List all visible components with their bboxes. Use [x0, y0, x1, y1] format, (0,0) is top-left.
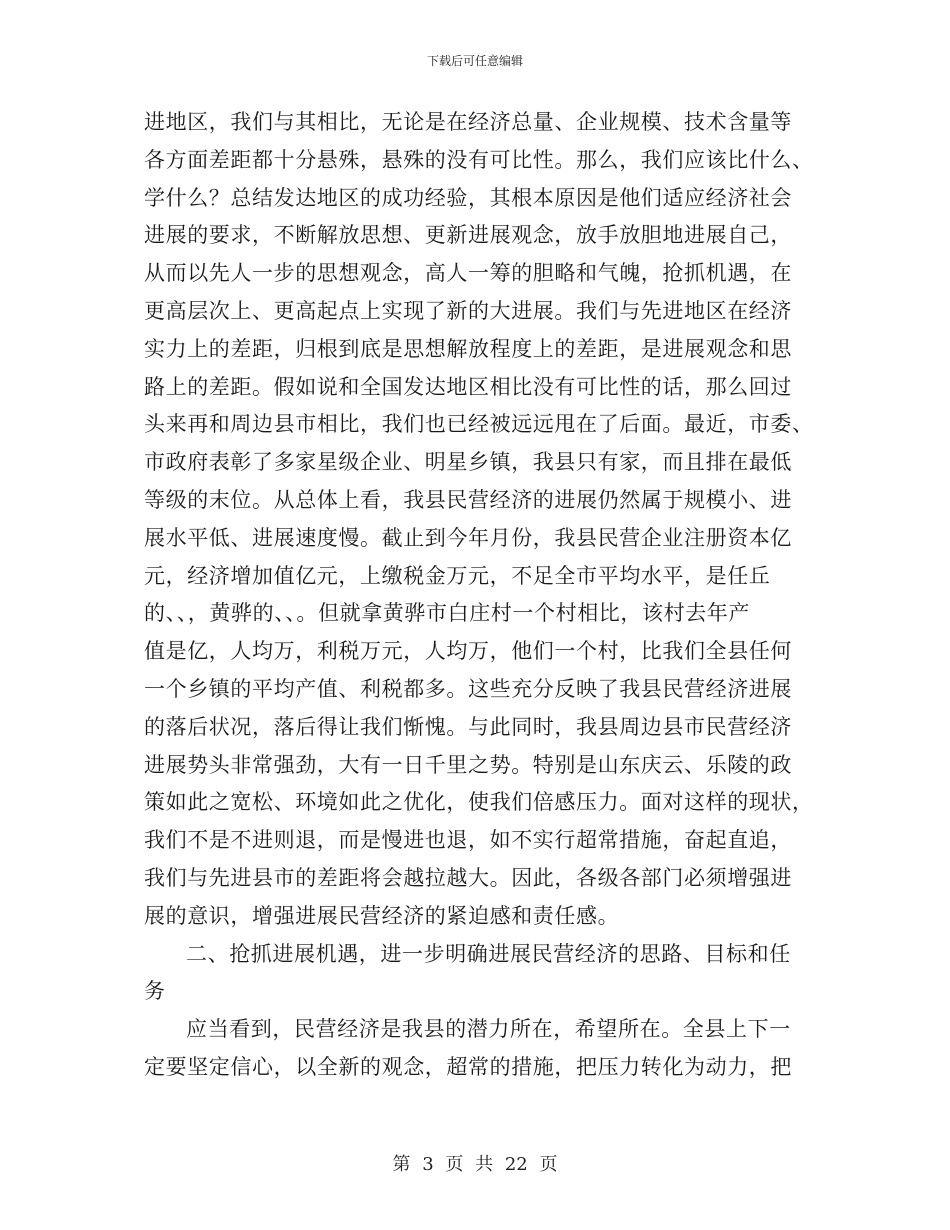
- text-line: 展水平低、进展速度慢。截止到今年月份，我县民营企业注册资本亿: [144, 525, 792, 550]
- text-line: 展的意识，增强进展民营经济的紧迫感和责任感。: [144, 903, 620, 928]
- text-line: 各方面差距都十分悬殊，悬殊的没有可比性。那么，我们应该比什么、: [144, 147, 814, 172]
- text-line: 定要坚定信心，以全新的观念，超常的措施，把压力转化为动力，把: [144, 1054, 792, 1079]
- text-line: 一个乡镇的平均产值、利税都多。这些充分反映了我县民营经济进展: [144, 676, 792, 701]
- text-line: 值是亿，人均万，利税万元，人均万，他们一个村，比我们全县任何: [144, 639, 792, 664]
- text-line: 头来再和周边县市相比，我们也已经被远远甩在了后面。最近，市委、: [144, 412, 814, 437]
- text-line: 学什么？总结发达地区的成功经验，其根本原因是他们适应经济社会: [144, 185, 792, 210]
- section-heading-continued: 务: [144, 979, 166, 1004]
- text-line: 市政府表彰了多家星级企业、明星乡镇，我县只有家，而且排在最低: [144, 450, 792, 475]
- text-line: 从而以先人一步的思想观念，高人一筹的胆略和气魄，抢抓机遇，在: [144, 261, 792, 286]
- section-heading: 二、抢抓进展机遇，进一步明确进展民营经济的思路、目标和任: [186, 941, 791, 966]
- text-line: 实力上的差距，归根到底是思想解放程度上的差距，是进展观念和思: [144, 336, 792, 361]
- text-line: 更高层次上、更高起点上实现了新的大进展。我们与先进地区在经济: [144, 298, 792, 323]
- text-line: 进展的要求，不断解放思想、更新进展观念，放手放胆地进展自己，: [144, 223, 792, 248]
- text-line: 等级的末位。从总体上看，我县民营经济的进展仍然属于规模小、进: [144, 487, 792, 512]
- document-body: [144, 104, 816, 1087]
- text-line: 元，经济增加值亿元，上缴税金万元，不足全市平均水平，是任丘: [144, 563, 771, 588]
- text-line: 我们不是不进则退，而是慢进也退，如不实行超常措施，奋起直追，: [144, 828, 792, 853]
- text-line: 路上的差距。假如说和全国发达地区相比没有可比性的话，那么回过: [144, 374, 792, 399]
- page-footer-page-number: 第 3 页 共 22 页: [392, 1154, 558, 1175]
- text-line: 的、、，黄骅的、、。但就拿黄骅市白庄村一个村相比，该村去年产: [144, 601, 750, 626]
- page-header: 下载后可任意编辑: [426, 54, 523, 68]
- paragraph-start-line: 应当看到，民营经济是我县的潜力所在，希望所在。全县上下一: [186, 1017, 791, 1042]
- text-line: 的落后状况，落后得让我们惭愧。与此同时，我县周边县市民营经济: [144, 714, 792, 739]
- text-line: 进地区，我们与其相比，无论是在经济总量、企业规模、技术含量等: [144, 110, 792, 134]
- text-line: 我们与先进县市的差距将会越拉越大。因此，各级各部门必须增强进: [144, 865, 792, 890]
- text-line: 进展势头非常强劲，大有一日千里之势。特别是山东庆云、乐陵的政: [144, 752, 792, 777]
- text-line: 策如此之宽松、环境如此之优化，使我们倍感压力。面对这样的现状，: [144, 790, 814, 815]
